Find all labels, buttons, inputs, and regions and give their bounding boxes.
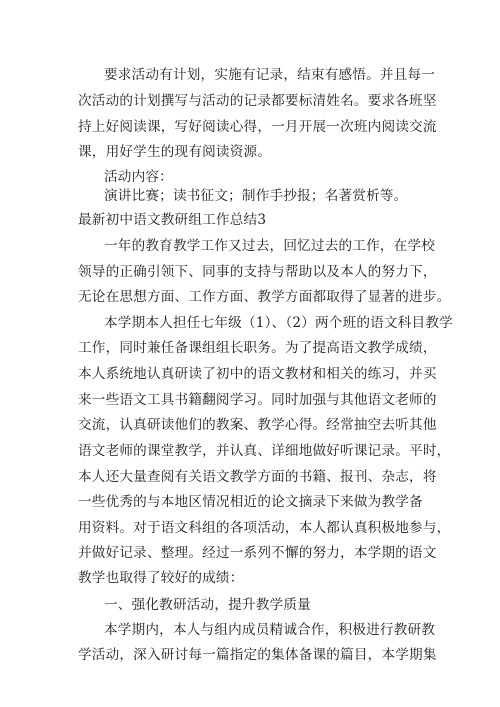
- paragraph-line: 一些优秀的与本地区情况相近的论文摘录下来做为教学备: [78, 494, 423, 510]
- paragraph-line: 演讲比赛；读书征文；制作手抄报；名著赏析等。: [104, 188, 408, 204]
- section-heading: 一、强化教研活动，提升教学质量: [104, 597, 311, 613]
- paragraph-line: 本学期本人担任七年级（1）、（2）两个班的语文科目教学: [104, 315, 453, 331]
- paragraph-line: 语文老师的课堂教学，并认真、详细地做好听课记录。平时，: [78, 443, 451, 459]
- paragraph-line: 本人系统地认真研读了初中的语文教材和相关的练习，并买: [78, 366, 437, 382]
- paragraph-line: 来一些语文工具书籍翻阅学习。同时加强与其他语文老师的: [78, 392, 437, 408]
- paragraph-line: 领导的正确引领下、同事的支持与帮助以及本人的努力下，: [78, 264, 437, 280]
- paragraph-line: 一年的教育教学工作又过去，回忆过去的工作，在学校: [104, 238, 436, 254]
- paragraph-line: 交流，认真研读他们的教案、教学心得。经常抽空去听其他: [78, 417, 437, 433]
- paragraph-line: 本人还大量查阅有关语文教学方面的书籍、报刊、杂志，将: [78, 469, 437, 485]
- paragraph-line: 持上好阅读课，写好阅读心得，一月开展一次班内阅读交流: [78, 119, 437, 135]
- paragraph-line: 学活动，深入研讨每一篇指定的集体备课的篇目，本学期集: [78, 647, 437, 663]
- paragraph-line: 次活动的计划撰写与活动的记录都要标清姓名。要求各班坚: [78, 93, 437, 109]
- paragraph-line: 并做好记录、整理。经过一系列不懈的努力，本学期的语文: [78, 545, 437, 561]
- paragraph-line: 课，用好学生的现有阅读资源。: [78, 144, 272, 160]
- paragraph-line: 要求活动有计划，实施有记录，结束有感悟。并且每一: [104, 67, 436, 83]
- paragraph-line: 本学期内，本人与组内成员精诚合作，积极进行教研教: [104, 622, 436, 638]
- paragraph-line: 工作，同时兼任备课组组长职务。为了提高语文教学成绩，: [78, 340, 437, 356]
- section-label: 活动内容：: [104, 169, 173, 185]
- paragraph-line: 用资料。对于语文科组的各项活动，本人都认真积极地参与，: [78, 520, 451, 536]
- paragraph-line: 无论在思想方面、工作方面、教学方面都取得了显著的进步。: [78, 289, 451, 305]
- section-title: 最新初中语文教研组工作总结3: [78, 212, 267, 228]
- paragraph-line: 教学也取得了较好的成绩：: [78, 570, 244, 586]
